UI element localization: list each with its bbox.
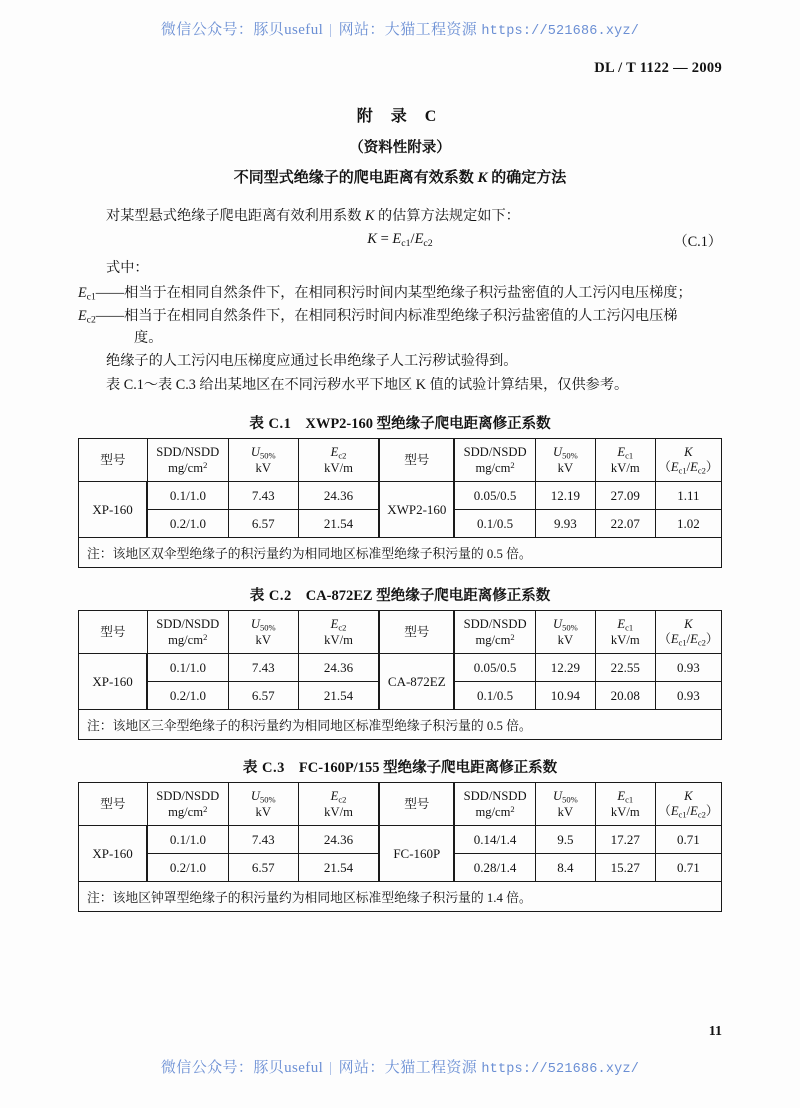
site-name: 大猫工程资源 — [384, 1060, 478, 1076]
cell-ec1: 20.08 — [595, 682, 655, 710]
col-model-right: 型号 — [379, 439, 454, 482]
definition-ec2-continuation: 度。 — [134, 330, 163, 347]
wechat-account-name: 豚贝useful — [253, 22, 324, 38]
cell-model-right: XWP2-160 — [379, 482, 454, 538]
cell-ec2: 21.54 — [298, 510, 379, 538]
table-caption-number-c2: 表 C.2 — [249, 588, 292, 605]
appendix-heading-suffix: 的确定方法 — [487, 170, 567, 186]
table-note-row — [79, 882, 722, 912]
cell-sdd-left: 0.1/1.0 — [147, 654, 228, 682]
cell-k: 0.71 — [655, 826, 721, 854]
cell-u50-left: 6.57 — [228, 682, 298, 710]
table-header-row — [79, 611, 722, 654]
col-ec2: $E_{c2}$ kV/m — [298, 611, 379, 654]
col-u50-right: $U_{50\%}$ kV — [535, 783, 595, 826]
col-u50-left: $U_{50\%}$ kV — [228, 611, 298, 654]
table-header-row — [79, 439, 722, 482]
col-model-left: 型号 — [79, 611, 148, 654]
cell-u50-right: 8.4 — [535, 854, 595, 882]
top-watermark-banner — [0, 18, 800, 39]
col-ec1: $E_{c1}$ kV/m — [595, 439, 655, 482]
col-u50-right: $U_{50\%}$ kV — [535, 439, 595, 482]
cell-sdd-left: 0.2/1.0 — [147, 682, 228, 710]
cell-k: 0.71 — [655, 854, 721, 882]
cell-ec1: 22.07 — [595, 510, 655, 538]
bottom-watermark-banner — [0, 1056, 800, 1077]
table-note-row — [79, 538, 722, 568]
table-caption-text-c2: CA-872EZ 型绝缘子爬电距离修正系数 — [305, 588, 551, 605]
cell-sdd-right: 0.05/0.5 — [454, 482, 535, 510]
col-ec2: $E_{c2}$ kV/m — [298, 439, 379, 482]
col-ec1: $E_{c1}$ kV/m — [595, 611, 655, 654]
cell-sdd-right: 0.1/0.5 — [454, 510, 535, 538]
site-label: 网站： — [338, 1060, 385, 1076]
formula-c1: $K = E_{c1}/E_{c2}$ — [367, 231, 433, 250]
col-k: K $(E_{c1}/E_{c2})$ — [655, 439, 721, 482]
site-label: 网站： — [338, 22, 385, 38]
col-k: K $(E_{c1}/E_{c2})$ — [655, 783, 721, 826]
wechat-label: 微信公众号： — [160, 22, 254, 38]
col-sdd-left: SDD/NSDD $mg/cm^2$ — [147, 783, 228, 826]
paragraph-1: 绝缘子的人工污闪电压梯度应通过长串绝缘子人工污秽试验得到。 — [106, 352, 518, 369]
col-ec1: $E_{c1}$ kV/m — [595, 783, 655, 826]
cell-model-right: CA-872EZ — [379, 654, 454, 710]
cell-u50-right: 12.29 — [535, 654, 595, 682]
col-model-right: 型号 — [379, 611, 454, 654]
col-sdd-right: SDD/NSDD $mg/cm^2$ — [454, 611, 535, 654]
cell-model-right: FC-160P — [379, 826, 454, 882]
appendix-subtitle: （资料性附录） — [349, 140, 451, 156]
cell-u50-left: 7.43 — [228, 826, 298, 854]
cell-ec2: 24.36 — [298, 654, 379, 682]
table-row — [79, 654, 722, 682]
cell-sdd-right: 0.05/0.5 — [454, 654, 535, 682]
table-note-c1: 注：该地区双伞型绝缘子的积污量约为相同地区标准型绝缘子积污量的 0.5 倍。 — [79, 538, 722, 568]
cell-sdd-left: 0.1/1.0 — [147, 482, 228, 510]
col-sdd-left: SDD/NSDD $mg/cm^2$ — [147, 611, 228, 654]
table-header-row — [79, 783, 722, 826]
cell-sdd-right: 0.28/1.4 — [454, 854, 535, 882]
cell-u50-left: 7.43 — [228, 654, 298, 682]
intro-variable: K — [364, 208, 375, 224]
banner-separator: | — [329, 22, 333, 38]
cell-ec2: 24.36 — [298, 826, 379, 854]
cell-u50-left: 6.57 — [228, 510, 298, 538]
table-caption-text-c3: FC-160P/155 型绝缘子爬电距离修正系数 — [298, 760, 558, 777]
table-caption-number-c3: 表 C.3 — [242, 760, 285, 777]
table-c2 — [78, 610, 722, 740]
cell-k: 0.93 — [655, 654, 721, 682]
cell-ec1: 27.09 — [595, 482, 655, 510]
cell-model-left: XP-160 — [79, 654, 148, 710]
formula-number: （C.1） — [673, 234, 722, 251]
table-row — [79, 482, 722, 510]
paragraph-2: 表 C.1～表 C.3 给出某地区在不同污秽水平下地区 K 值的试验计算结果，仅供参考。 — [106, 377, 629, 393]
cell-k: 1.11 — [655, 482, 721, 510]
intro-paragraph — [78, 205, 722, 227]
col-u50-right: $U_{50\%}$ kV — [535, 611, 595, 654]
where-label: 式中： — [106, 260, 149, 277]
wechat-label: 微信公众号： — [160, 1060, 254, 1076]
cell-ec1: 22.55 — [595, 654, 655, 682]
table-block-c1 — [78, 412, 722, 568]
cell-u50-left: 7.43 — [228, 482, 298, 510]
cell-u50-right: 9.5 — [535, 826, 595, 854]
page-content — [78, 60, 722, 912]
cell-sdd-right: 0.14/1.4 — [454, 826, 535, 854]
appendix-title: 附 录 C — [356, 108, 444, 125]
intro-text-a: 对某型悬式绝缘子爬电距离有效利用系数 — [106, 208, 365, 224]
table-block-c3 — [78, 756, 722, 912]
col-k: K $(E_{c1}/E_{c2})$ — [655, 611, 721, 654]
page-number: 11 — [708, 1024, 722, 1039]
table-note-c3: 注：该地区钟罩型绝缘子的积污量约为相同地区标准型绝缘子积污量的 1.4 倍。 — [79, 882, 722, 912]
cell-u50-right: 9.93 — [535, 510, 595, 538]
intro-text-b: 的估算方法规定如下： — [374, 208, 520, 224]
table-caption-c1 — [78, 412, 722, 433]
cell-sdd-left: 0.2/1.0 — [147, 510, 228, 538]
table-caption-c3 — [78, 756, 722, 777]
table-caption-text-c1: XWP2-160 型绝缘子爬电距离修正系数 — [305, 416, 551, 433]
cell-ec2: 21.54 — [298, 854, 379, 882]
col-ec2: $E_{c2}$ kV/m — [298, 783, 379, 826]
col-model-right: 型号 — [379, 783, 454, 826]
cell-k: 1.02 — [655, 510, 721, 538]
table-c3 — [78, 782, 722, 912]
cell-model-left: XP-160 — [79, 482, 148, 538]
banner-separator: | — [329, 1060, 333, 1076]
table-block-c2 — [78, 584, 722, 740]
col-sdd-left: SDD/NSDD $mg/cm^2$ — [147, 439, 228, 482]
definition-ec1: $E_{c1}——$相当于在相同自然条件下，在相同积污时间内某型绝缘子积污盐密值的人工污闪电压梯度； — [78, 284, 692, 303]
col-sdd-right: SDD/NSDD $mg/cm^2$ — [454, 783, 535, 826]
cell-ec1: 15.27 — [595, 854, 655, 882]
standard-number: DL / T 1122 — 2009 — [594, 60, 722, 76]
cell-u50-right: 10.94 — [535, 682, 595, 710]
cell-model-left: XP-160 — [79, 826, 148, 882]
site-url: https://521686.xyz/ — [481, 24, 640, 39]
cell-k: 0.93 — [655, 682, 721, 710]
cell-ec2: 21.54 — [298, 682, 379, 710]
site-name: 大猫工程资源 — [384, 22, 478, 38]
cell-u50-right: 12.19 — [535, 482, 595, 510]
appendix-heading-prefix: 不同型式绝缘子的爬电距离有效系数 — [233, 170, 478, 186]
col-u50-left: $U_{50\%}$ kV — [228, 783, 298, 826]
table-caption-c2 — [78, 584, 722, 605]
col-model-left: 型号 — [79, 783, 148, 826]
table-row — [79, 826, 722, 854]
col-u50-left: $U_{50\%}$ kV — [228, 439, 298, 482]
col-sdd-right: SDD/NSDD $mg/cm^2$ — [454, 439, 535, 482]
definition-ec2-text: ——相当于在相同自然条件下，在相同积污时间内标准型绝缘子积污盐密值的人工污闪电压梯 — [95, 307, 678, 324]
col-model-left: 型号 — [79, 439, 148, 482]
cell-sdd-left: 0.1/1.0 — [147, 826, 228, 854]
cell-ec1: 17.27 — [595, 826, 655, 854]
appendix-heading-variable: K — [477, 170, 488, 186]
cell-sdd-right: 0.1/0.5 — [454, 682, 535, 710]
formula-row — [78, 231, 722, 253]
table-note-c2: 注：该地区三伞型绝缘子的积污量约为相同地区标准型绝缘子积污量的 0.5 倍。 — [79, 710, 722, 740]
table-caption-number-c1: 表 C.1 — [249, 416, 292, 433]
appendix-heading — [78, 166, 722, 187]
table-c1 — [78, 438, 722, 568]
cell-sdd-left: 0.2/1.0 — [147, 854, 228, 882]
definition-ec1-text: ——相当于在相同自然条件下，在相同积污时间内某型绝缘子积污盐密值的人工污闪电压梯度； — [95, 284, 692, 301]
definition-ec2: $E_{c2}——$相当于在相同自然条件下，在相同积污时间内标准型绝缘子积污盐密值的人工污闪电压梯 — [78, 307, 678, 326]
site-url: https://521686.xyz/ — [481, 1062, 640, 1077]
table-note-row — [79, 710, 722, 740]
cell-u50-left: 6.57 — [228, 854, 298, 882]
cell-ec2: 24.36 — [298, 482, 379, 510]
wechat-account-name: 豚贝useful — [253, 1060, 324, 1076]
